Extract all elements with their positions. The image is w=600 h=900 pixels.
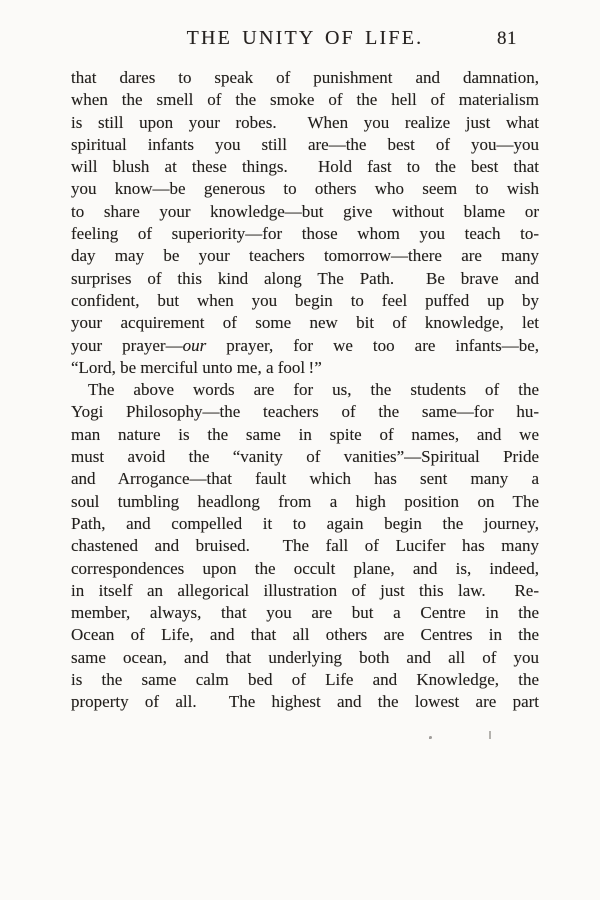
text-segment: spiritual infants you still are—the best of you—you	[71, 134, 539, 154]
text-line	[71, 112, 539, 134]
text-segment: property of all. The highest and the lowest are part	[71, 692, 539, 712]
text-segment: will blush at these things. Hold fast to the best that	[71, 157, 539, 177]
body-text	[71, 67, 539, 714]
text-line	[71, 268, 539, 290]
text-line	[71, 602, 539, 624]
text-segment: “Lord, be merciful unto me, a fool !”	[71, 357, 322, 377]
text-segment: Path, and compelled it to again begin the journey,	[71, 513, 539, 533]
text-line	[71, 312, 539, 334]
scan-artifact-tick	[489, 731, 491, 739]
text-segment: and Arrogance—that fault which has sent many a	[71, 469, 539, 489]
text-line	[71, 624, 539, 646]
page-header	[71, 27, 539, 51]
text-segment: in itself an allegorical illustration of just this law. Re-	[71, 580, 539, 600]
text-segment: is still upon your robes. When you realize just what	[71, 112, 539, 132]
text-line	[71, 691, 539, 713]
text-segment: day may be your teachers tomorrow—there are many	[71, 246, 539, 266]
text-line	[71, 357, 539, 379]
page-number: 81	[497, 28, 517, 49]
text-line	[71, 647, 539, 669]
text-segment: chastened and bruised. The fall of Lucifer has many	[71, 536, 539, 556]
text-line	[71, 379, 539, 401]
text-line	[71, 201, 539, 223]
text-segment: your acquirement of some new bit of knowledge, let	[71, 313, 539, 333]
text-segment: prayer, for we too are infants—be,	[206, 335, 539, 355]
text-line	[71, 669, 539, 691]
text-segment: must avoid the “vanity of vanities”—Spiritual Pride	[71, 447, 539, 467]
text-line	[71, 513, 539, 535]
text-segment: man nature is the same in spite of names, and we	[71, 424, 539, 444]
text-segment: The above words are for us, the students of the	[88, 380, 539, 400]
text-segment: is the same calm bed of Life and Knowledge, the	[71, 670, 539, 690]
italic-text: our	[182, 335, 207, 355]
text-line	[71, 468, 539, 490]
running-title: THE UNITY OF LIFE.	[186, 27, 424, 49]
text-line	[71, 156, 539, 178]
text-line	[71, 290, 539, 312]
text-line	[71, 401, 539, 423]
text-line	[71, 491, 539, 513]
text-line	[71, 580, 539, 602]
text-segment: member, always, that you are but a Centre in the	[71, 603, 539, 623]
text-line	[71, 558, 539, 580]
text-line	[71, 335, 539, 357]
text-line	[71, 178, 539, 200]
text-segment: feeling of superiority—for those whom you teach to-	[71, 224, 539, 244]
text-line	[71, 446, 539, 468]
text-line	[71, 535, 539, 557]
text-segment: surprises of this kind along The Path. Be brave and	[71, 268, 539, 288]
text-segment: you know—be generous to others who seem to wish	[71, 179, 539, 199]
text-line	[71, 245, 539, 267]
text-line	[71, 223, 539, 245]
text-segment: soul tumbling headlong from a high position on The	[71, 491, 539, 511]
text-line	[71, 424, 539, 446]
text-segment: to share your knowledge—but give without blame or	[71, 201, 539, 221]
text-segment: correspondences upon the occult plane, and is, indeed,	[71, 558, 539, 578]
text-segment: that dares to speak of punishment and damnation,	[71, 68, 539, 87]
text-segment: Ocean of Life, and that all others are Centres in the	[71, 625, 539, 645]
text-segment: confident, but when you begin to feel puffed up by	[71, 290, 539, 310]
text-segment: Yogi Philosophy—the teachers of the same—for hu-	[71, 402, 539, 422]
text-line	[71, 134, 539, 156]
text-line	[71, 89, 539, 111]
text-segment: when the smell of the smoke of the hell of materialism	[71, 90, 539, 110]
text-segment: your prayer—	[71, 335, 183, 355]
scan-artifact-dot	[429, 736, 432, 739]
text-line	[71, 67, 539, 89]
text-segment: same ocean, and that underlying both and all of you	[71, 647, 539, 667]
